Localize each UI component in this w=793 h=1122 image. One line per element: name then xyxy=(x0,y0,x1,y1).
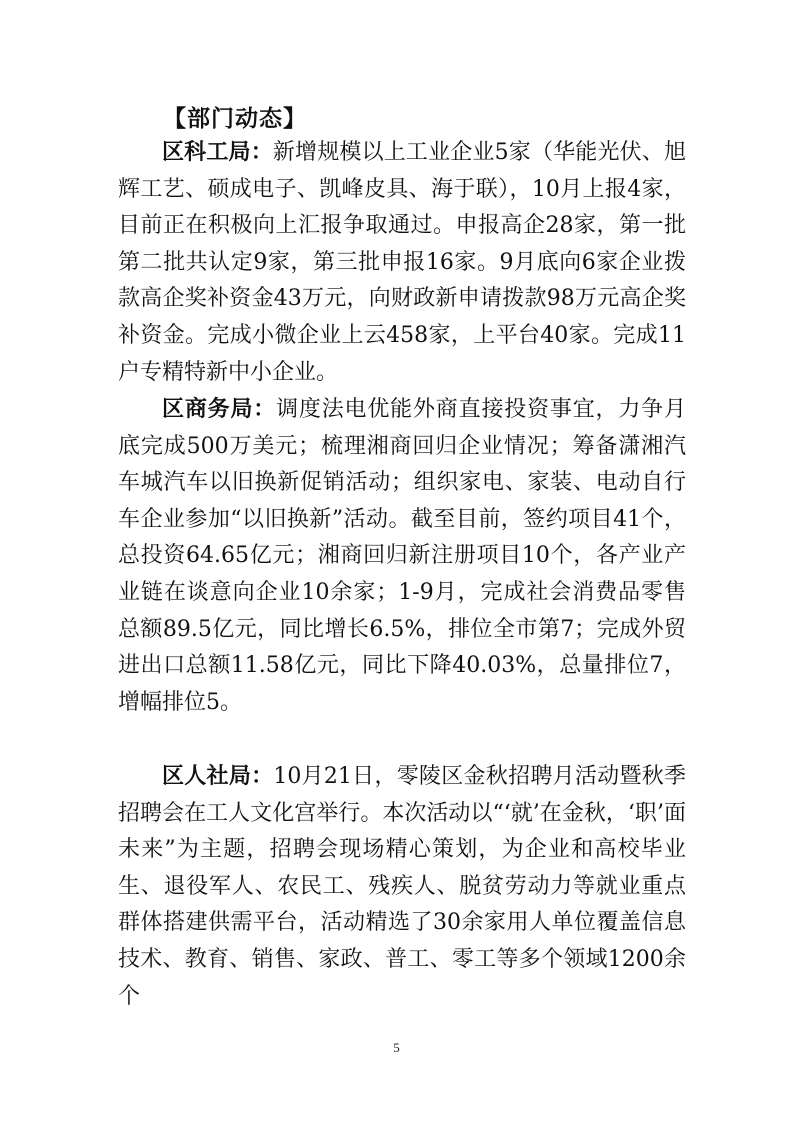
paragraph-text: 10月21日，零陵区金秋招聘月活动暨秋季招聘会在工人文化宫举行。本次活动以“‘就’在金秋，‘职’面未来”为主题，招聘会现场精心策划，为企业和高校毕业生、退役军人、农民工、残疾人、脱贫劳动力等就业重点群体搭建供需平台，活动精选了30余家用人单位覆盖信息技术、教育、销售、家政、普工、零工等多个领域1200余个 xyxy=(118,764,686,1009)
paragraph-human-resources-bureau xyxy=(118,759,686,1015)
paragraph-science-industry-bureau xyxy=(118,135,686,391)
section-title: 【部门动态】 xyxy=(163,106,307,132)
paragraph-lead: 区商务局： xyxy=(162,397,277,422)
paragraph-text: 新增规模以上工业企业5家（华能光伏、旭辉工艺、硕成电子、凯峰皮具、海于联），10月上报4家，目前正在积极向上汇报争取通过。申报高企28家，第一批第二批共认定9家，第三批申报16家。9月底向6家企业拨款高企奖补资金43万元，向财政新申请拨款98万元高企奖补资金。完成小微企业上云458家，上平台40家。完成11户专精特新中小企业。 xyxy=(118,140,686,385)
paragraph-commerce-bureau xyxy=(118,392,686,721)
paragraph-lead: 区科工局： xyxy=(162,140,273,165)
paragraph-lead: 区人社局： xyxy=(162,764,274,789)
paragraph-text: 调度法电优能外商直接投资事宜，力争月底完成500万美元；梳理湘商回归企业情况；筹备潇湘汽车城汽车以旧换新促销活动；组织家电、家装、电动自行车企业参加“以旧换新”活动。截至目前，签约项目41个，总投资64.65亿元；湘商回归新注册项目10个，各产业产业链在谈意向企业10余家；1-9月，完成社会消费品零售总额89.5亿元，同比增长6.5%，排位全市第7；完成外贸进出口总额11.58亿元，同比下降40.03%，总量排位7，增幅排位5。 xyxy=(118,397,686,715)
page-number: 5 xyxy=(393,1040,400,1055)
